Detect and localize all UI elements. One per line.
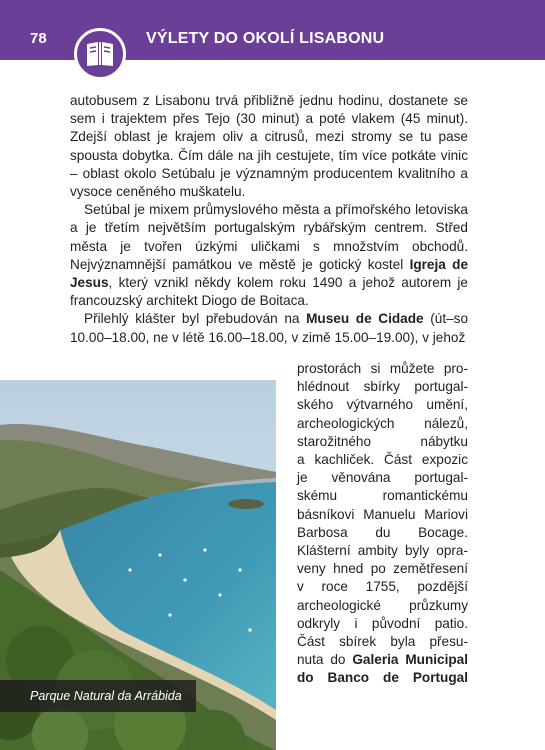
side-line: starožitného nábytku bbox=[297, 433, 468, 449]
side-line: prostorách si můžete pro- bbox=[297, 361, 468, 376]
side-line: Klášterní ambity byly opra- bbox=[297, 543, 468, 559]
side-column-text bbox=[297, 360, 468, 688]
page-number: 78 bbox=[30, 30, 47, 47]
side-line: odkryly i původní patio. bbox=[297, 615, 468, 631]
side-line: je věnována portugal- bbox=[297, 470, 468, 486]
section-badge bbox=[74, 28, 126, 80]
side-line: Barbosa du Bocage. bbox=[297, 524, 468, 540]
side-line: ského výtvarného umění, bbox=[297, 397, 468, 413]
side-line: v roce 1755, pozdější bbox=[297, 579, 468, 595]
side-line-lead: nuta do bbox=[297, 652, 346, 668]
side-line: a kachliček. Část expozic bbox=[297, 452, 468, 468]
book-icon bbox=[85, 41, 115, 67]
church-name: Igreja de Jesus bbox=[70, 256, 468, 291]
photo-caption: Parque Natural da Arrábida bbox=[0, 680, 196, 712]
paragraph-3-after: (út–so 10.00–18.00, ne v létě 16.00–18.00, v zimě 15.00–19.00), v jehož bbox=[70, 311, 469, 345]
museum-name: Museu de Cidade bbox=[306, 311, 424, 327]
paragraph-3 bbox=[70, 310, 468, 346]
paragraph-3-before: Přilehlý klášter byl přebudován na bbox=[84, 311, 307, 327]
side-line-with-bold bbox=[297, 651, 468, 669]
side-line: skému romantickému bbox=[297, 488, 468, 504]
main-text bbox=[70, 92, 468, 347]
paragraph-2-before: Setúbal je mixem průmyslového města a přímořského letoviska a je třetím největším portugalským rybářským centrem. Střed města je tvořen úzkými uličkami s množstvím obchodů. Nejvýznamnější památkou ve městě je gotický kostel bbox=[70, 202, 468, 272]
side-line: Část sbírek byla přesu- bbox=[297, 634, 468, 650]
gallery-name-part-1: Galeria Municipal bbox=[352, 652, 469, 668]
paragraph-1: autobusem z Lisabonu trvá přibližně jednu hodinu, dostanete se sem i trajektem přes Tejo (30 minut) a poté vlakem (45 minut). Zdejší oblast je krajem oliv a citrusů, mezi stromy se tu pase spousta dobytka. Čím dále na jih cestujete, tím více potkáte vinic – oblast okolo Setúbalu je významným producentem kvalitního a vysoce ceněného muškatelu. bbox=[70, 93, 468, 200]
paragraph-2 bbox=[70, 201, 468, 310]
side-line: hlédnout sbírky portugal- bbox=[297, 379, 468, 395]
section-title: VÝLETY DO OKOLÍ LISABONU bbox=[146, 30, 385, 47]
side-line: básníkovi Manuelu Mariovi bbox=[297, 506, 468, 522]
side-line: archeologických nálezů, bbox=[297, 415, 468, 431]
side-line: archeologické průzkumy bbox=[297, 597, 468, 613]
gallery-name-part-2: do Banco de Portugal bbox=[297, 670, 468, 686]
side-line-last bbox=[297, 669, 468, 687]
side-line: veny hned po zemětřesení bbox=[297, 561, 468, 577]
paragraph-2-after: , který vznikl někdy kolem roku 1490 a jehož autorem je francouzský architekt Diogo de Boitaca. bbox=[70, 275, 468, 309]
